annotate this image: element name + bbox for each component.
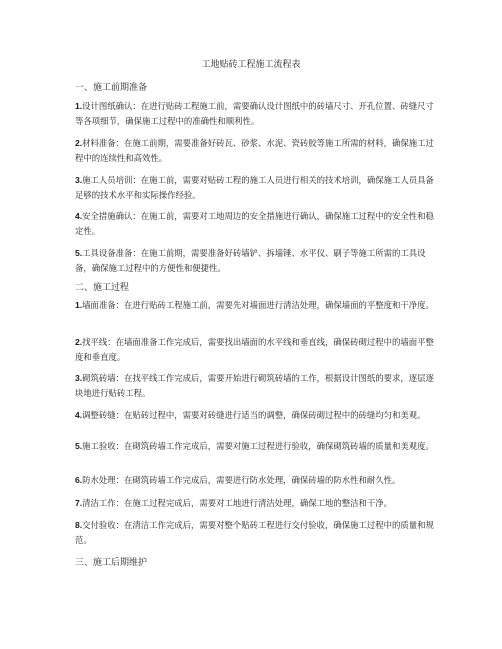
- item-text: 调整砖缝：在贴砖过程中，需要对砖缝进行适当的调整，确保砖砌过程中的砖缝均匀和美观。: [82, 410, 426, 420]
- paragraph-material-preparation: [75, 136, 440, 166]
- item-text: 施工人员培训：在施工前，需要对贴砖工程的施工人员进行相关的技术培训，确保施工人员具备足够的技术水平和实际操作经验。: [75, 175, 434, 200]
- item-text: 墙面准备：在进行贴砖工程施工前，需要先对墙面进行清洁处理，确保墙面的平整度和干净度。: [82, 300, 434, 310]
- section-heading-preparation: 一、施工前期准备: [75, 83, 148, 93]
- paragraph-waterproofing: [75, 473, 440, 488]
- paragraph-joint-adjustment: [75, 408, 440, 423]
- item-text: 清洁工作：在施工过程完成后，需要对工地进行清洁处理，确保工地的整洁和干净。: [82, 498, 393, 508]
- document-title: 工地贴砖工程施工流程表: [201, 60, 301, 70]
- section-heading-maintenance: 三、施工后期维护: [75, 558, 148, 568]
- item-text: 交付验收：在清洁工作完成后，需要对整个贴砖工程进行交付验收，确保施工过程中的质量和规范。: [75, 520, 434, 545]
- paragraph-level-line: [75, 335, 440, 365]
- item-number: 5.: [75, 441, 83, 451]
- item-number: 3.: [75, 175, 83, 185]
- item-text: 砌筑砖墙：在找平线工作完成后，需要开始进行砌筑砖墙的工作，根据设计图纸的要求，逐层逐块地进行贴砖工程。: [75, 373, 434, 398]
- item-text: 防水处理：在砌筑砖墙工作完成后，需要进行防水处理，确保砖墙的防水性和耐久性。: [82, 475, 401, 485]
- paragraph-inspection: [75, 439, 440, 454]
- item-text: 工具设备准备：在施工前期，需要准备好砖墙铲、拆墙锤、水平仪、刷子等施工所需的工具设备，确保施工过程中的方便性和便捷性。: [75, 248, 426, 273]
- item-text: 找平线：在墙面准备工作完成后，需要找出墙面的水平线和垂直线，确保砖砌过程中的墙面平整度和垂直度。: [75, 337, 434, 362]
- paragraph-safety-measures: [75, 209, 440, 239]
- item-number: 3.: [75, 373, 83, 383]
- item-text: 设计图纸确认：在进行贴砖工程施工前，需要确认设计图纸中的砖墙尺寸、开孔位置、砖缝尺寸等各项细节，确保施工过程中的准确性和顺利性。: [75, 101, 434, 126]
- item-text: 材料准备：在施工前期，需要准备好砖瓦、砂浆、水泥、瓷砖胶等施工所需的材料，确保施工过程中的连续性和高效性。: [75, 138, 434, 163]
- paragraph-cleaning: [75, 496, 440, 511]
- item-text: 施工验收：在砌筑砖墙工作完成后，需要对施工过程进行验收，确保砌筑砖墙的质量和美观度。: [82, 441, 434, 451]
- item-number: 4.: [75, 211, 83, 221]
- item-number: 8.: [75, 520, 83, 530]
- item-number: 6.: [75, 475, 83, 485]
- item-number: 1.: [75, 300, 83, 310]
- item-number: 1.: [75, 101, 83, 111]
- section-heading-construction-process: 二、施工过程: [75, 283, 130, 293]
- paragraph-design-drawing: [75, 99, 440, 129]
- item-number: 2.: [75, 138, 83, 148]
- item-number: 7.: [75, 498, 83, 508]
- paragraph-worker-training: [75, 173, 440, 203]
- item-number: 2.: [75, 337, 83, 347]
- item-number: 4.: [75, 410, 83, 420]
- item-number: 5.: [75, 248, 83, 258]
- paragraph-brick-laying: [75, 371, 440, 401]
- paragraph-handover-acceptance: [75, 518, 440, 548]
- paragraph-tool-preparation: [75, 246, 440, 276]
- item-text: 安全措施确认：在施工前，需要对工地周边的安全措施进行确认，确保施工过程中的安全性和稳定性。: [75, 211, 434, 236]
- paragraph-wall-preparation: [75, 298, 440, 313]
